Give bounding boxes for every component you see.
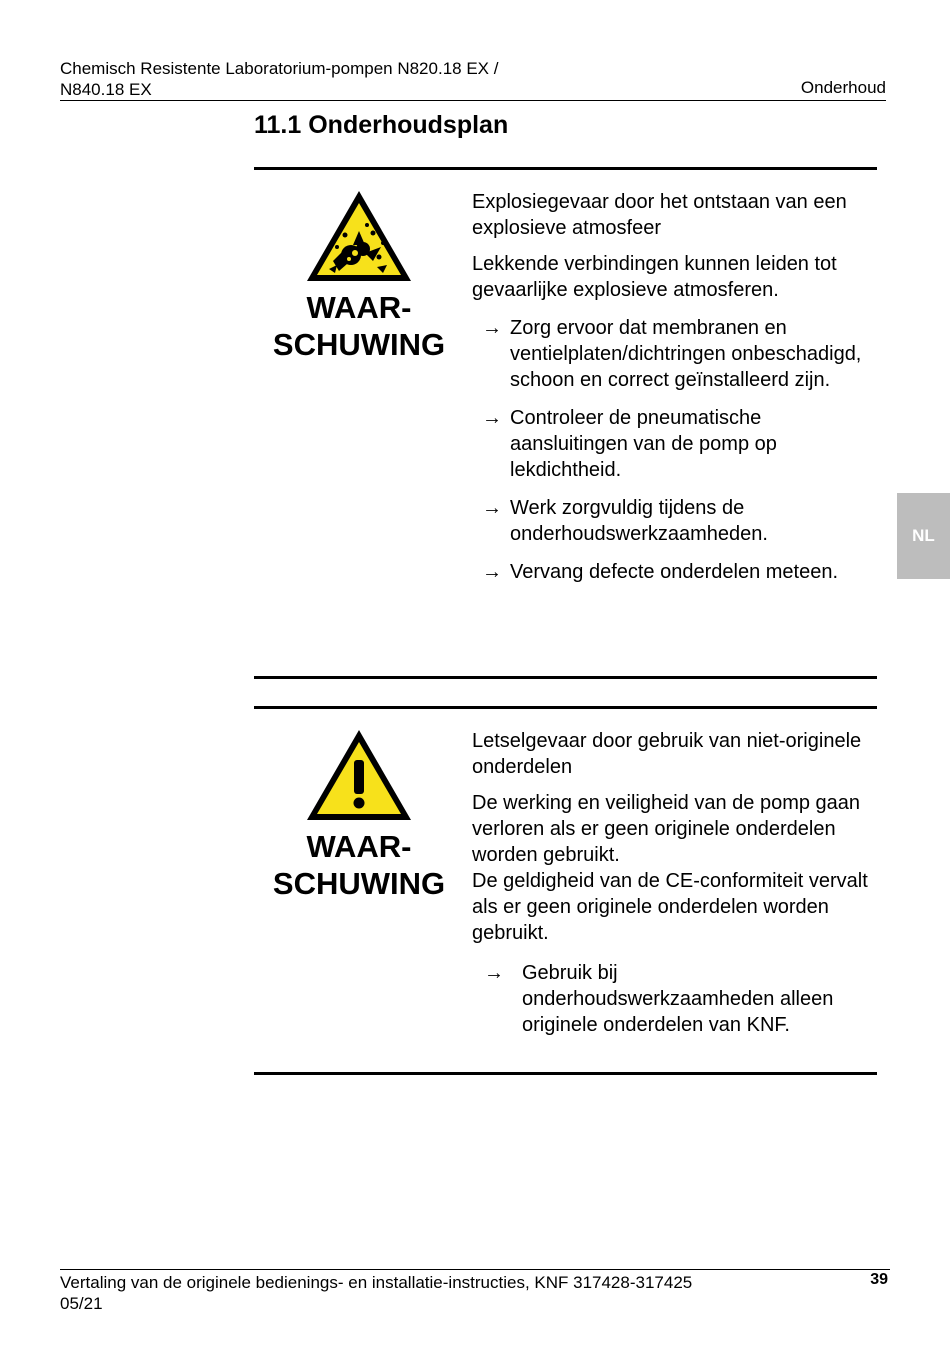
action-text: Zorg ervoor dat membranen en ventielplaten/dichtringen onbeschadigd, schoon en correct geïnstalleerd zijn.: [510, 317, 862, 391]
arrow-right-icon: →: [482, 407, 502, 429]
arrow-right-icon: →: [484, 962, 504, 984]
action-text: Controleer de pneumatische aansluitingen van de pomp op lekdichtheid.: [510, 407, 777, 481]
page-number: 39: [870, 1271, 888, 1288]
warning1-icon-box: [254, 187, 464, 363]
footer-divider: [60, 1269, 890, 1270]
warning1-text: [472, 189, 872, 597]
arrow-right-icon: →: [482, 561, 502, 583]
chapter-name: Onderhoud: [800, 78, 886, 97]
warning2-text: [472, 728, 872, 1050]
signal-word-line1: WAAR-: [306, 829, 412, 864]
document-title-line1: Chemisch Resistente Laboratorium-pompen N820.18 EX /: [60, 59, 499, 78]
action-item: [482, 315, 872, 393]
signal-word-line2: SCHUWING: [272, 866, 446, 901]
warning2-top-rule: [254, 706, 877, 709]
warning2-bottom-rule: [254, 1072, 877, 1075]
section-title: 11.1 Onderhoudsplan: [254, 111, 509, 139]
general-warning-icon: [303, 726, 415, 826]
signal-word-warning1: [254, 289, 464, 363]
explosion-warning-icon: [303, 187, 415, 287]
action-text: Gebruik bij onderhoudswerkzaamheden alleen originele onderdelen van KNF.: [522, 962, 834, 1036]
signal-word-line1: WAAR-: [306, 290, 412, 325]
footer-text: [60, 1272, 820, 1314]
document-title-line2: N840.18 EX: [60, 80, 152, 99]
action-item: [482, 405, 872, 483]
hazard-consequence: De werking en veiligheid van de pomp gaan verloren als er geen originele onderdelen worden gebruikt.: [472, 792, 861, 866]
footer-line2: 05/21: [60, 1294, 103, 1313]
language-tab-label: NL: [912, 526, 935, 545]
hazard-title: Explosiegevaar door het ontstaan van een explosieve atmosfeer: [472, 191, 847, 239]
hazard-title: Letselgevaar door gebruik van niet-originele onderdelen: [472, 730, 862, 778]
header-divider: [60, 100, 886, 101]
arrow-right-icon: →: [482, 317, 502, 339]
hazard-consequence: De geldigheid van de CE-conformiteit vervalt als er geen originele onderdelen worden gebruikt.: [472, 870, 868, 944]
warning2-icon-box: [254, 726, 464, 902]
signal-word-line2: SCHUWING: [272, 327, 446, 362]
language-tab: [897, 493, 950, 579]
action-item: [484, 960, 872, 1038]
arrow-right-icon: →: [482, 497, 502, 519]
action-text: Werk zorgvuldig tijdens de onderhoudswerkzaamheden.: [510, 497, 768, 545]
action-text: Vervang defecte onderdelen meteen.: [510, 561, 839, 583]
warning1-bottom-rule: [254, 676, 877, 679]
hazard-consequence: Lekkende verbindingen kunnen leiden tot gevaarlijke explosieve atmosferen.: [472, 253, 837, 301]
footer-line1: Vertaling van de originele bedienings- en installatie-instructies, KNF 317428-317425: [60, 1273, 693, 1292]
warning1-top-rule: [254, 167, 877, 170]
action-item: [482, 559, 872, 585]
document-title: [60, 58, 498, 100]
signal-word-warning2: [254, 828, 464, 902]
action-item: [482, 495, 872, 547]
